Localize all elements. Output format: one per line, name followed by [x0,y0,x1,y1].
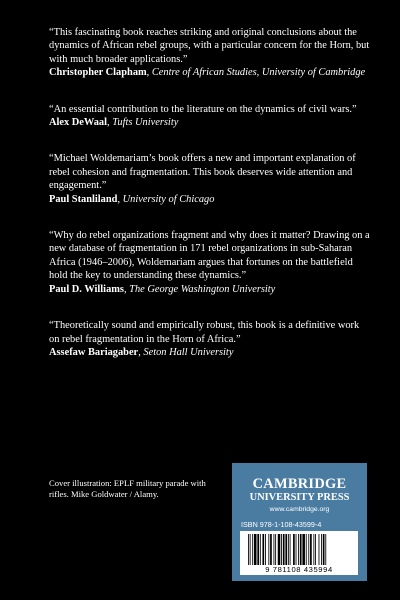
endorser-affiliation: Tufts University [112,117,179,129]
endorsement-attribution: Alex DeWaal, Tufts University [49,117,179,129]
barcode-bar [248,534,249,565]
barcode-bar [313,534,314,565]
barcode-bar [293,534,295,565]
barcode-bar [298,534,299,565]
barcode-bar [270,534,272,565]
endorsement-4 [49,229,371,296]
barcode-digits: 9 781108 435994 [265,565,333,574]
endorser-affiliation: University of Chicago [122,193,215,205]
endorsement-quote: “This fascinating book reaches striking and original conclusions about the dynamics of African rebel groups, with a particular concern for the Horn, but with much broader applications.” [49,27,370,65]
endorsement-quote: “Michael Woldemariam’s book offers a new and important explanation of rebel cohesion and fragmentation. This book deserves wide attention and engagement.” [49,153,356,192]
endorsement-quote: “Theoretically sound and empirically robust, this book is a definitive work on rebel fragmentation in the Horn of Africa.” [49,320,360,345]
endorser-name: Assefaw Bariagaber [49,346,139,358]
endorser-name: Alex DeWaal [49,117,108,129]
endorser-name: Paul Stanliland [49,193,118,205]
barcode-bar [283,534,285,565]
endorsement-quote: “Why do rebel organizations fragment and why does it matter? Drawing on a new database of fragmentation in 171 rebel organizations in sub-Saharan Africa (1946–2006), Woldemariam argues that fortunes on the battlefield hold the key to understanding these dynamics.” [49,230,370,282]
barcode-bar [252,534,253,565]
barcode-bar [285,534,287,565]
endorser-affiliation: The George Washington University [129,283,276,295]
barcode-bar [321,534,322,565]
cover-credit: Cover illustration: EPLF military parade with rifles. Mike Goldwater / Alamy. [49,478,206,499]
barcode-bar [296,534,297,565]
barcode-bar [319,534,320,565]
barcode-bar [290,534,291,565]
barcode-bar [302,534,305,565]
barcode-bar [315,534,316,565]
endorsement-1 [49,26,371,80]
barcode [240,531,358,575]
barcode-bar [268,534,269,565]
endorsement-attribution: Paul D. Williams, The George Washington University [49,283,276,295]
barcode-bar [250,534,251,565]
barcode-bar [262,534,264,565]
publisher-box [232,463,367,581]
endorser-name: Paul D. Williams [49,283,124,295]
endorsement-attribution: Christopher Clapham, Centre of African Studies, University of Cambridge [49,67,366,79]
endorsement-attribution: Paul Stanliland, University of Chicago [49,193,215,205]
barcode-bar [257,534,259,565]
endorsement-attribution: Assefaw Bariagaber, Seton Hall University [49,346,234,358]
barcode-bar [274,534,275,565]
endorsement-quote: “An essential contribution to the literature on the dynamics of civil wars.” [49,103,357,115]
barcode-bar [254,534,257,565]
barcode-bar [288,534,289,565]
barcode-bar [275,534,276,565]
barcode-bars [248,534,350,565]
publisher-url: www.cambridge.org [269,506,330,513]
endorsement-5 [49,319,371,359]
endorser-affiliation: Centre of African Studies, University of Cambridge [151,67,366,79]
publisher-subtitle: UNIVERSITY PRESS [249,492,350,503]
barcode-bar [323,534,325,565]
barcode-bar [260,534,261,565]
barcode-bar [281,534,282,565]
barcode-bar [300,534,302,565]
endorser-name: Christopher Clapham [49,67,147,79]
barcode-bar [310,534,312,565]
barcode-bar [265,534,266,565]
barcode-bar [325,534,326,565]
isbn-label: ISBN 978-1-108-43599-4 [241,520,322,529]
barcode-bar [306,534,307,565]
endorser-affiliation: Seton Hall University [143,346,234,358]
endorsement-3 [49,152,371,206]
barcode-bar [308,534,309,565]
barcode-bar [278,534,281,565]
publisher-name: CAMBRIDGE [252,476,347,492]
endorsement-2 [49,103,371,130]
endorsements [49,26,371,382]
